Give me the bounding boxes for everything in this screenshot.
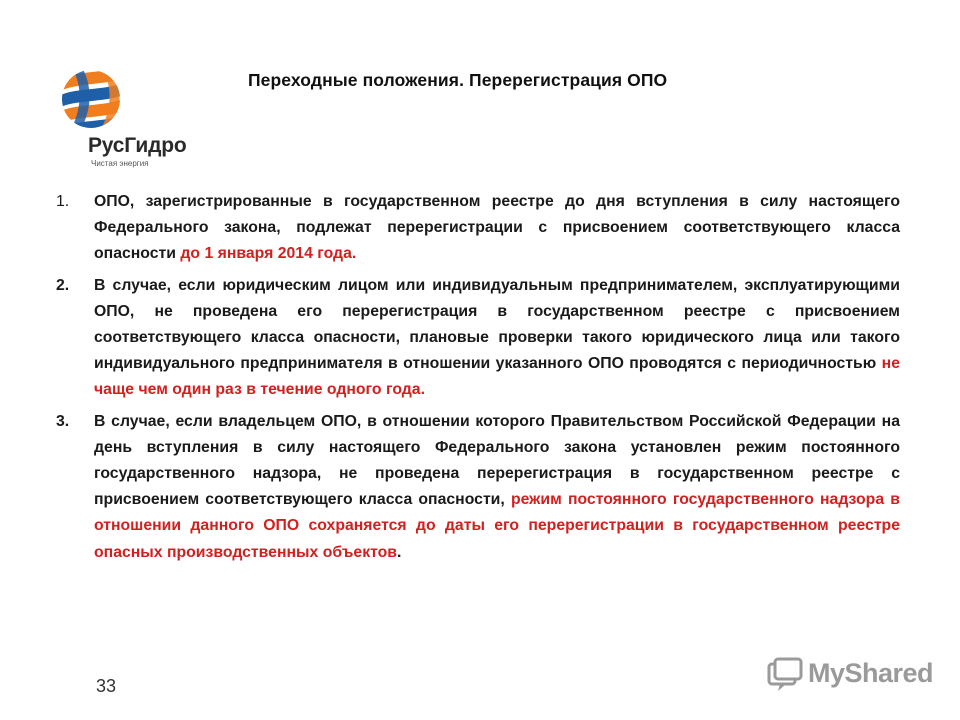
item-highlight: режим постоянного государственного надзора в отношении данного ОПО сохраняется до даты его перерегистрации в государственном реестре опасных производственных объектов — [94, 491, 900, 561]
item-text: ОПО, зарегистрированные в государственном реестре до дня вступления в силу настоящего Федерального закона, подлежат перерегистрации с присвоением соответствующего класса опасности — [94, 193, 900, 263]
logo-brand-name: РусГидро — [88, 134, 187, 157]
logo-tagline: Чистая энергия — [91, 159, 149, 168]
list-item — [56, 273, 900, 404]
watermark — [766, 656, 936, 696]
slide-body — [56, 189, 900, 571]
rushydro-logo-icon — [60, 68, 122, 130]
watermark-text: MyShared — [808, 658, 934, 688]
item-highlight: до 1 января 2014 года. — [180, 245, 357, 263]
item-number: 2. — [56, 276, 70, 294]
item-highlight: не чаще чем один раз в течение одного года. — [94, 355, 900, 399]
watermark-icon — [766, 656, 804, 694]
item-text: В случае, если владельцем ОПО, в отношении которого Правительством Российской Федерации на день вступления в силу настоящего Федерального закона установлен режим постоянного государственного надзора, не проведена перерегистрация в государственном реестре с присвоением соответствующего класса опасности, — [94, 412, 900, 509]
list-item — [56, 189, 900, 268]
item-number: 1. — [56, 193, 70, 210]
item-number: 3. — [56, 412, 70, 430]
item-tail: . — [397, 543, 402, 561]
page-number: 33 — [96, 676, 117, 696]
slide-title: Переходные положения. Перерегистрация ОПО — [248, 70, 668, 90]
company-logo — [58, 68, 188, 168]
list-item — [56, 409, 900, 566]
item-text: В случае, если юридическим лицом или индивидуальным предпринимателем, эксплуатирующими ОПО, не проведена его перерегистрация в государственном реестре с присвоением соответствующего класса опасности, плановые проверки такого юридического лица или такого индивидуального предпринимателя в отношении указанного ОПО проводятся с периодичностью — [94, 276, 900, 373]
